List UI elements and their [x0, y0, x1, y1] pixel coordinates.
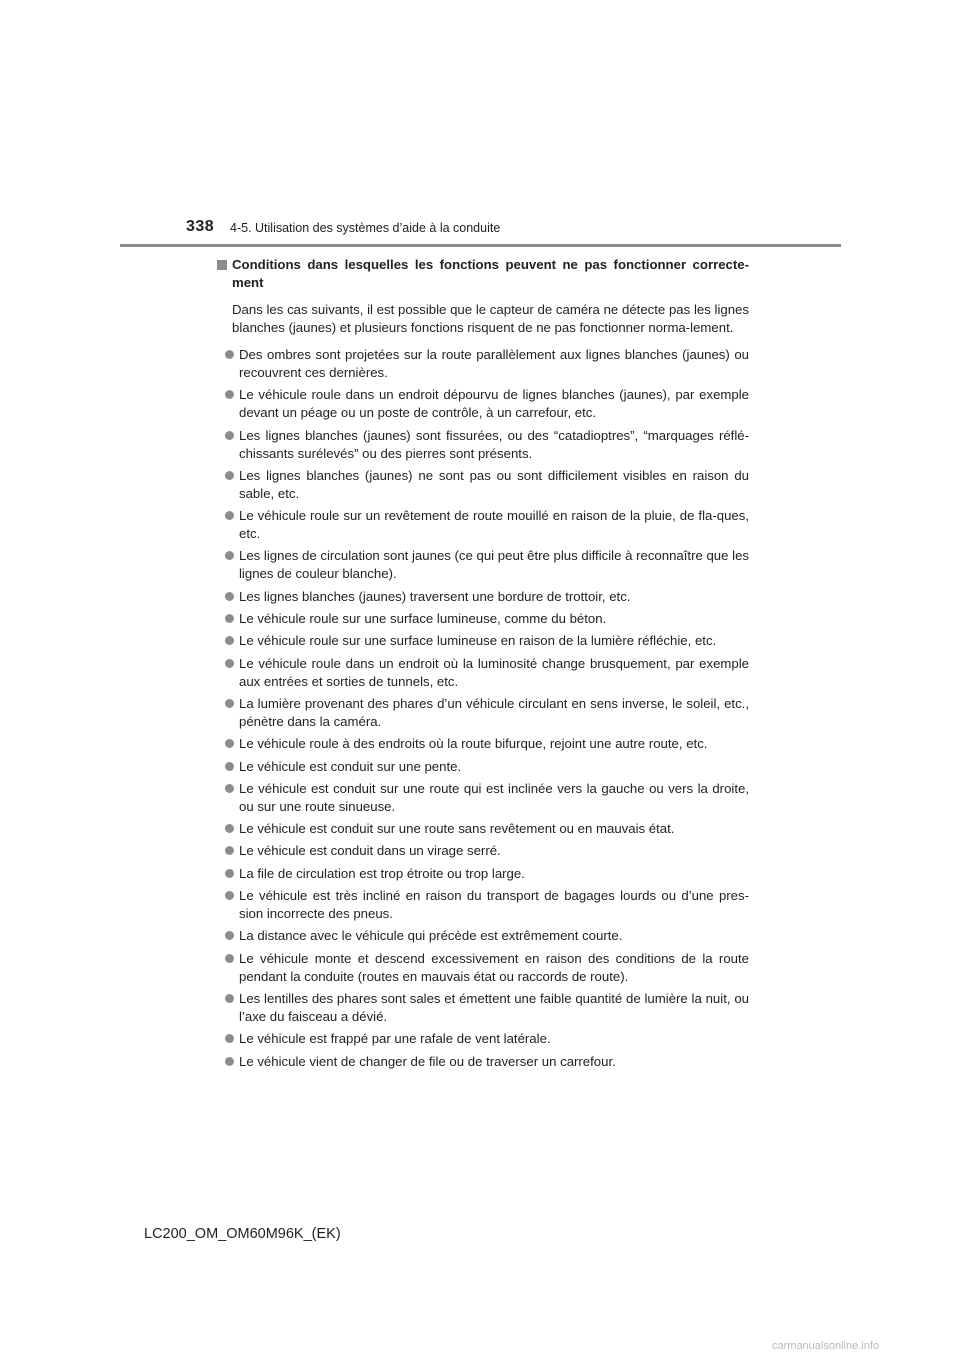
- circle-bullet-icon: [225, 551, 234, 560]
- list-item-text: Le véhicule roule sur une surface lumineuse en raison de la lumière réfléchie, etc.: [239, 633, 717, 649]
- list-item-text: Le véhicule est conduit sur une route sans revêtement ou en mauvais état.: [239, 821, 675, 837]
- list-item-text: Le véhicule est conduit sur une pente.: [239, 758, 462, 774]
- list-item-text: Des ombres sont projetées sur la route parallèlement aux lignes blanches (jaunes) ou recouvrent ces dernières.: [239, 347, 749, 380]
- list-item-text: Le véhicule roule sur une surface lumineuse, comme du béton.: [239, 611, 607, 627]
- list-item-text: Le véhicule est frappé par une rafale de vent latérale.: [239, 1031, 551, 1047]
- list-item: [217, 507, 749, 543]
- header-rule: [120, 244, 841, 247]
- list-item: [217, 547, 749, 583]
- circle-bullet-icon: [225, 824, 234, 833]
- watermark: carmanualsonline.info: [772, 1340, 880, 1352]
- list-item: [217, 1053, 749, 1071]
- list-item: [217, 842, 749, 860]
- circle-bullet-icon: [225, 592, 234, 601]
- list-item: [217, 386, 749, 422]
- circle-bullet-icon: [225, 350, 234, 359]
- intro-paragraph: Dans les cas suivants, il est possible que le capteur de caméra ne détecte pas les lignes blanches (jaunes) et plusieurs fonctions risquent de ne pas fonctionner norma-lement.: [232, 302, 749, 335]
- circle-bullet-icon: [225, 762, 234, 771]
- list-item: [217, 990, 749, 1026]
- circle-bullet-icon: [225, 846, 234, 855]
- list-item: [217, 820, 749, 838]
- conditions-list: [217, 346, 749, 1071]
- list-item-text: La lumière provenant des phares d’un véhicule circulant en sens inverse, le soleil, etc., pénètre dans la caméra.: [239, 695, 749, 729]
- list-item-text: Le véhicule est conduit dans un virage serré.: [239, 843, 501, 859]
- list-item: [217, 735, 749, 753]
- document-code: LC200_OM_OM60M96K_(EK): [144, 1226, 341, 1242]
- circle-bullet-icon: [225, 1057, 234, 1066]
- circle-bullet-icon: [225, 1034, 234, 1043]
- section-title: 4-5. Utilisation des systèmes d’aide à la conduite: [230, 221, 501, 235]
- circle-bullet-icon: [225, 784, 234, 793]
- circle-bullet-icon: [225, 931, 234, 940]
- list-item-text: Le véhicule roule à des endroits où la route bifurque, rejoint une autre route, etc.: [239, 736, 708, 752]
- list-item: [217, 632, 749, 650]
- list-item-text: Les lignes blanches (jaunes) sont fissurées, ou des “catadioptres”, “marquages réflé-chissants surélevés” ou des pierres sont présents.: [239, 427, 749, 461]
- list-item: [217, 887, 749, 923]
- circle-bullet-icon: [225, 636, 234, 645]
- list-item: [217, 927, 749, 945]
- circle-bullet-icon: [225, 431, 234, 440]
- list-item: [217, 950, 749, 986]
- page-number: 338: [186, 218, 215, 235]
- list-item-text: Le véhicule roule sur un revêtement de route mouillé en raison de la pluie, de fla-ques, etc.: [239, 508, 749, 542]
- circle-bullet-icon: [225, 869, 234, 878]
- circle-bullet-icon: [225, 471, 234, 480]
- circle-bullet-icon: [225, 891, 234, 900]
- list-item-text: Les lentilles des phares sont sales et émettent une faible quantité de lumière la nuit, ou l’axe du faisceau a dévié.: [239, 990, 749, 1024]
- circle-bullet-icon: [225, 511, 234, 520]
- list-item-text: Le véhicule est très incliné en raison du transport de bagages lourds ou d’une pres-sion incorrecte des pneus.: [239, 888, 749, 922]
- list-item-text: Le véhicule vient de changer de file ou de traverser un carrefour.: [239, 1053, 616, 1069]
- list-item: [217, 865, 749, 883]
- circle-bullet-icon: [225, 954, 234, 963]
- circle-bullet-icon: [225, 739, 234, 748]
- list-item: [217, 758, 749, 776]
- list-item: [217, 655, 749, 691]
- circle-bullet-icon: [225, 614, 234, 623]
- list-item-text: La file de circulation est trop étroite ou trop large.: [239, 865, 525, 881]
- main-content: [217, 256, 749, 1075]
- list-item: [217, 346, 749, 382]
- circle-bullet-icon: [225, 659, 234, 668]
- list-item: [217, 1030, 749, 1048]
- circle-bullet-icon: [225, 390, 234, 399]
- square-bullet-icon: [217, 260, 227, 270]
- list-item-text: Le véhicule monte et descend excessivement en raison des conditions de la route pendant la conduite (routes en mauvais état ou raccords de route).: [239, 950, 749, 984]
- list-item: [217, 610, 749, 628]
- list-item-text: Le véhicule roule dans un endroit où la luminosité change brusquement, par exemple aux entrées et sorties de tunnels, etc.: [239, 655, 749, 689]
- subsection-heading-text: Conditions dans lesquelles les fonctions peuvent ne pas fonctionner correcte-ment: [232, 257, 749, 290]
- list-item: [217, 695, 749, 731]
- circle-bullet-icon: [225, 994, 234, 1003]
- list-item: [217, 780, 749, 816]
- list-item: [217, 427, 749, 463]
- list-item: [217, 467, 749, 503]
- subsection-heading: [217, 256, 749, 292]
- list-item-text: Les lignes blanches (jaunes) traversent une bordure de trottoir, etc.: [239, 588, 631, 604]
- list-item-text: Le véhicule est conduit sur une route qui est inclinée vers la gauche ou vers la droite, ou sur une route sinueuse.: [239, 780, 749, 814]
- list-item-text: Les lignes de circulation sont jaunes (ce qui peut être plus difficile à reconnaître que les lignes de couleur blanche).: [239, 548, 749, 582]
- list-item-text: Les lignes blanches (jaunes) ne sont pas ou sont difficilement visibles en raison du sable, etc.: [239, 467, 749, 501]
- list-item: [217, 588, 749, 606]
- circle-bullet-icon: [225, 699, 234, 708]
- list-item-text: Le véhicule roule dans un endroit dépourvu de lignes blanches (jaunes), par exemple devant un péage ou un poste de contrôle, à un carrefour, etc.: [239, 387, 749, 421]
- list-item-text: La distance avec le véhicule qui précède est extrêmement courte.: [239, 928, 623, 944]
